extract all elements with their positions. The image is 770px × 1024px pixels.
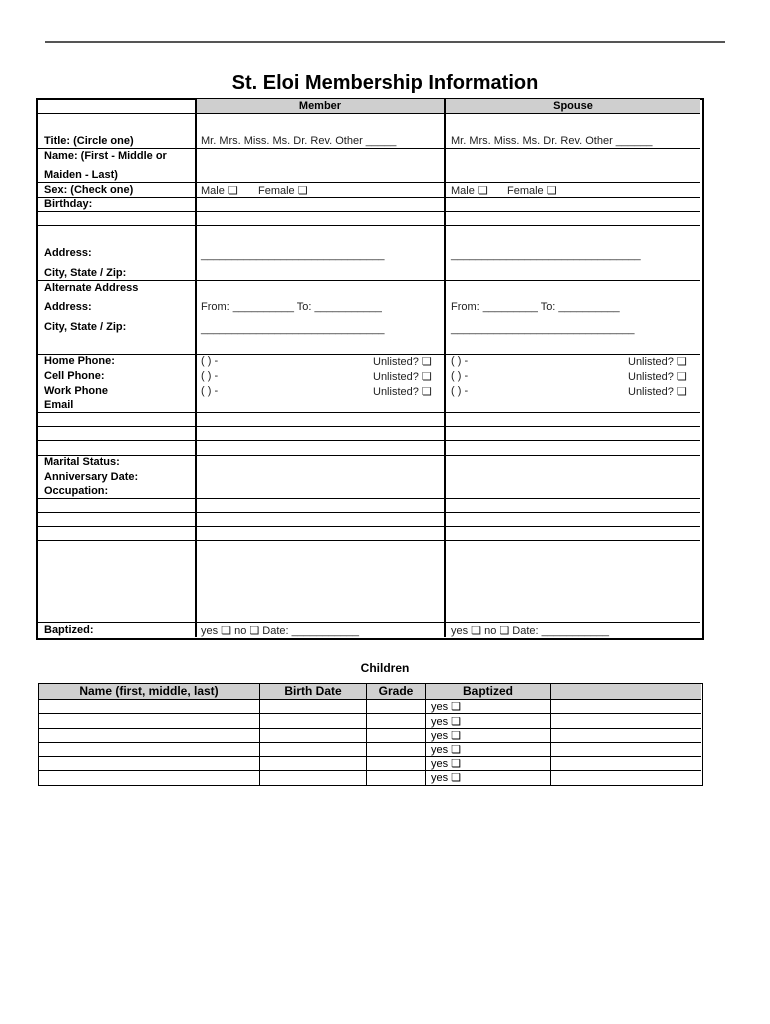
spouse-cell-unlisted[interactable]: Unlisted? ❏ [628,371,687,383]
row-line [37,280,700,281]
row-line [37,426,700,427]
spouse-female-checkbox[interactable]: Female ❏ [507,185,557,197]
children-row-line [38,742,701,743]
spouse-male-checkbox[interactable]: Male ❏ [451,185,488,197]
email-label: Email [44,399,74,411]
form-title: St. Eloi Membership Information [231,72,539,94]
spouse-home-phone[interactable]: ( ) - [451,355,469,367]
row-line [37,225,700,226]
row-line [37,526,700,527]
title-label: Title: (Circle one) [44,135,134,147]
children-row-line [38,770,701,771]
member-baptized[interactable]: yes ❏ no ❏ Date: ___________ [201,625,359,637]
row-line [37,354,700,355]
spouse-alt-city-line[interactable]: ______________________________ [451,323,635,335]
member-cell-phone[interactable]: ( ) - [201,370,219,382]
member-column-header: Member [196,99,444,113]
spouse-work-phone[interactable]: ( ) - [451,385,469,397]
row-line [37,182,700,183]
spouse-title-options[interactable]: Mr. Mrs. Miss. Ms. Dr. Rev. Other ______ [451,135,653,147]
alt-address-label: Alternate Address [44,282,139,294]
alt-city-label: City, State / Zip: [44,321,127,333]
children-header-name: Name (first, middle, last) [39,684,259,699]
children-row-line [38,756,701,757]
row-line [37,148,700,149]
row-line [37,540,700,541]
spouse-address-line[interactable]: _______________________________ [451,249,641,261]
member-cell-unlisted[interactable]: Unlisted? ❏ [373,371,432,383]
row-line [37,113,700,114]
children-row-line [38,699,701,700]
child-baptized-checkbox[interactable]: yes ❏ [431,772,462,784]
membership-table [36,98,704,640]
child-baptized-checkbox[interactable]: yes ❏ [431,716,462,728]
spouse-work-unlisted[interactable]: Unlisted? ❏ [628,386,687,398]
member-alt-city-line[interactable]: ______________________________ [201,323,385,335]
children-header-extra [551,684,701,699]
alt-address-label2: Address: [44,301,92,313]
member-work-unlisted[interactable]: Unlisted? ❏ [373,386,432,398]
row-line [37,622,700,623]
member-from-to[interactable]: From: __________ To: ___________ [201,301,382,313]
sex-label: Sex: (Check one) [44,184,134,196]
row-line [37,440,700,441]
child-baptized-checkbox[interactable]: yes ❏ [431,758,462,770]
children-row-line [38,728,701,729]
row-line [37,498,700,499]
cell-phone-label: Cell Phone: [44,370,105,382]
work-phone-label: Work Phone [44,385,108,397]
child-baptized-checkbox[interactable]: yes ❏ [431,701,462,713]
member-work-phone[interactable]: ( ) - [201,385,219,397]
home-phone-label: Home Phone: [44,355,115,367]
marital-label: Marital Status: [44,456,120,468]
row-line [37,211,700,212]
address-label: Address: [44,247,92,259]
spouse-cell-phone[interactable]: ( ) - [451,370,469,382]
baptized-label: Baptized: [44,624,94,636]
name-label-cont: Maiden - Last) [44,169,118,181]
spouse-baptized[interactable]: yes ❏ no ❏ Date: ___________ [451,625,609,637]
row-line [37,512,700,513]
children-title: Children [360,661,410,675]
child-baptized-checkbox[interactable]: yes ❏ [431,730,462,742]
children-row-line [38,713,701,714]
top-rule [45,41,725,43]
member-title-options[interactable]: Mr. Mrs. Miss. Ms. Dr. Rev. Other _____ [201,135,397,147]
row-line [37,455,700,456]
member-male-checkbox[interactable]: Male ❏ [201,185,238,197]
occupation-label: Occupation: [44,485,109,497]
row-line [37,197,700,198]
child-baptized-checkbox[interactable]: yes ❏ [431,744,462,756]
member-home-phone[interactable]: ( ) - [201,355,219,367]
column-divider [444,99,446,637]
birthday-label: Birthday: [44,198,93,210]
spouse-from-to[interactable]: From: _________ To: __________ [451,301,620,313]
spouse-column-header: Spouse [446,99,700,113]
children-header-birth-date: Birth Date [260,684,366,699]
children-header-grade: Grade [367,684,425,699]
anniversary-label: Anniversary Date: [44,471,139,483]
children-header-baptized: Baptized [426,684,550,699]
column-divider [195,99,197,637]
member-home-unlisted[interactable]: Unlisted? ❏ [373,356,432,368]
member-female-checkbox[interactable]: Female ❏ [258,185,308,197]
spouse-home-unlisted[interactable]: Unlisted? ❏ [628,356,687,368]
name-label: Name: (First - Middle or [44,150,167,162]
member-address-line[interactable]: ______________________________ [201,249,385,261]
city-label: City, State / Zip: [44,267,127,279]
row-line [37,412,700,413]
